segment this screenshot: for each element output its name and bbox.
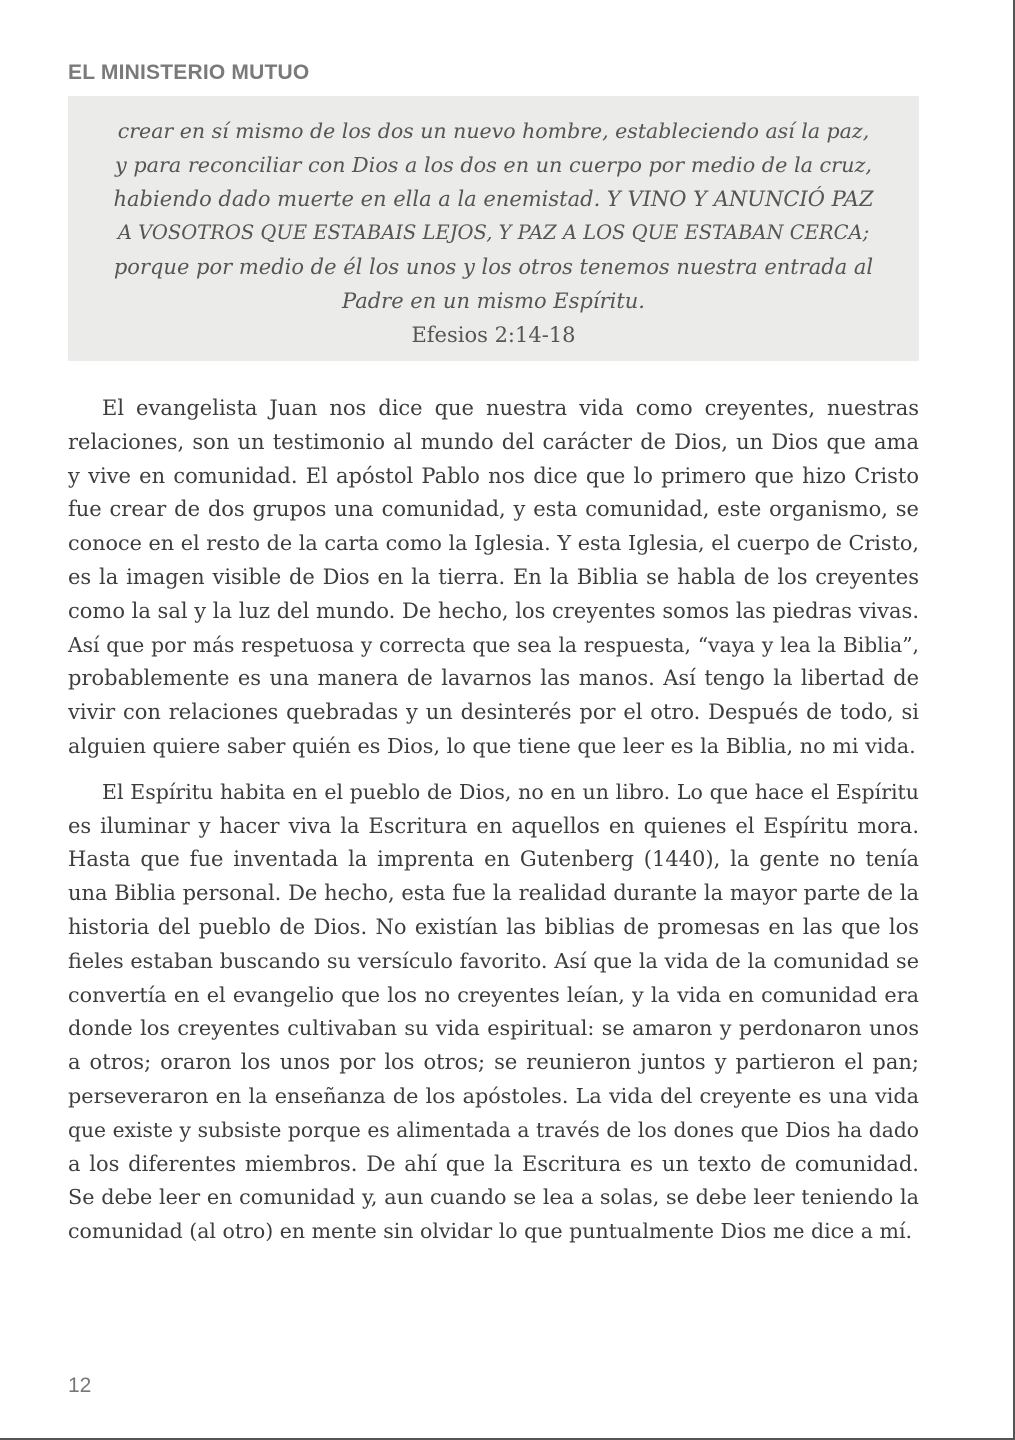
paragraph-line: donde los creyentes cultivaban su vida espiritual: se amaron y perdonaron unos [68,1016,919,1041]
paragraph-line: perseveraron en la enseñanza de los apóstoles. La vida del creyente es una vida [68,1083,919,1108]
paragraph-line: alguien quiere saber quién es Dios, lo que tiene que leer es la Biblia, no mi vida. [68,733,916,758]
page-number: 12 [68,1374,92,1397]
paragraph-line: relaciones, son un testimonio al mundo del carácter de Dios, un Dios que ama [68,429,919,454]
paragraph-line: fue crear de dos grupos una comunidad, y esta comunidad, este organismo, se [68,497,919,522]
paragraph-line: es la imagen visible de Dios en la tierra. En la Biblia se habla de los creyentes [68,564,919,589]
paragraph-line: Así que por más respetuosa y correcta que sea la respuesta, “vaya y lea la Biblia”, [68,632,919,657]
body-text [68,392,919,1261]
paragraph-line: a los diferentes miembros. De ahí que la Escritura es un texto de comunidad. [68,1151,919,1176]
quote-line: Padre en un mismo Espíritu. [342,289,645,313]
paragraph-line: es iluminar y hacer viva la Escritura en aquellos en quienes el Espíritu mora. [68,813,919,838]
paragraph-line: El evangelista Juan nos dice que nuestra vida como creyentes, nuestras [102,396,919,420]
quote-line: porque por medio de él los unos y los otros tenemos nuestra entrada al [113,255,874,279]
paragraph-line: historia del pueblo de Dios. No existían las biblias de promesas en las que los [68,914,919,939]
scripture-quote-text [114,114,874,318]
paragraph-2 [68,776,919,1249]
paragraph-line: vivir con relaciones quebradas y un desinterés por el otro. Después de todo, si [68,700,919,725]
paragraph-1 [68,392,919,764]
paragraph-line: a otros; oraron los unos por los otros; se reunieron juntos y partieron el pan; [68,1050,919,1075]
quote-line: habiendo dado muerte en ella a la enemistad. Y VINO Y ANUNCIÓ PAZ [113,187,874,211]
paragraph-line: una Biblia personal. De hecho, esta fue la realidad durante la mayor parte de la [68,881,919,906]
scripture-quote-box [68,96,919,361]
scripture-reference: Efesios 2:14-18 [411,323,576,347]
paragraph-line: como la sal y la luz del mundo. De hecho, los creyentes somos las piedras vivas. [68,598,919,623]
quote-line: y para reconciliar con Dios a los dos en un cuerpo por medio de la cruz, [115,153,872,177]
paragraph-line: probablemente es una manera de lavarnos las manos. Así tengo la libertad de [68,666,919,691]
quote-line: A VOSOTROS QUE ESTABAIS LEJOS, Y PAZ A LOS QUE ESTABAN CERCA; [117,221,870,244]
running-header-title: EL MINISTERIO MUTUO [68,61,310,84]
paragraph-line: El Espíritu habita en el pueblo de Dios, no en un libro. Lo que hace el Espíritu [102,779,919,804]
paragraph-line: fieles estaban buscando su versículo favorito. Así que la vida de la comunidad se [68,948,919,973]
paragraph-line: comunidad (al otro) en mente sin olvidar lo que puntualmente Dios me dice a mí. [68,1219,913,1244]
paragraph-line: y vive en comunidad. El apóstol Pablo nos dice que lo primero que hizo Cristo [68,463,919,488]
paragraph-line: conoce en el resto de la carta como la Iglesia. Y esta Iglesia, el cuerpo de Cristo, [68,531,919,556]
paragraph-line: Se debe leer en comunidad y, aun cuando se lea a solas, se debe leer teniendo la [68,1185,919,1210]
quote-line: crear en sí mismo de los dos un nuevo hombre, estableciendo así la paz, [117,119,870,143]
paragraph-line: convertía en el evangelio que los no creyentes leían, y la vida en comunidad era [68,982,919,1007]
paragraph-line: que existe y subsiste porque es alimentada a través de los dones que Dios ha dado [68,1117,919,1142]
paragraph-line: Hasta que fue inventada la imprenta en Gutenberg (1440), la gente no tenía [68,847,919,872]
